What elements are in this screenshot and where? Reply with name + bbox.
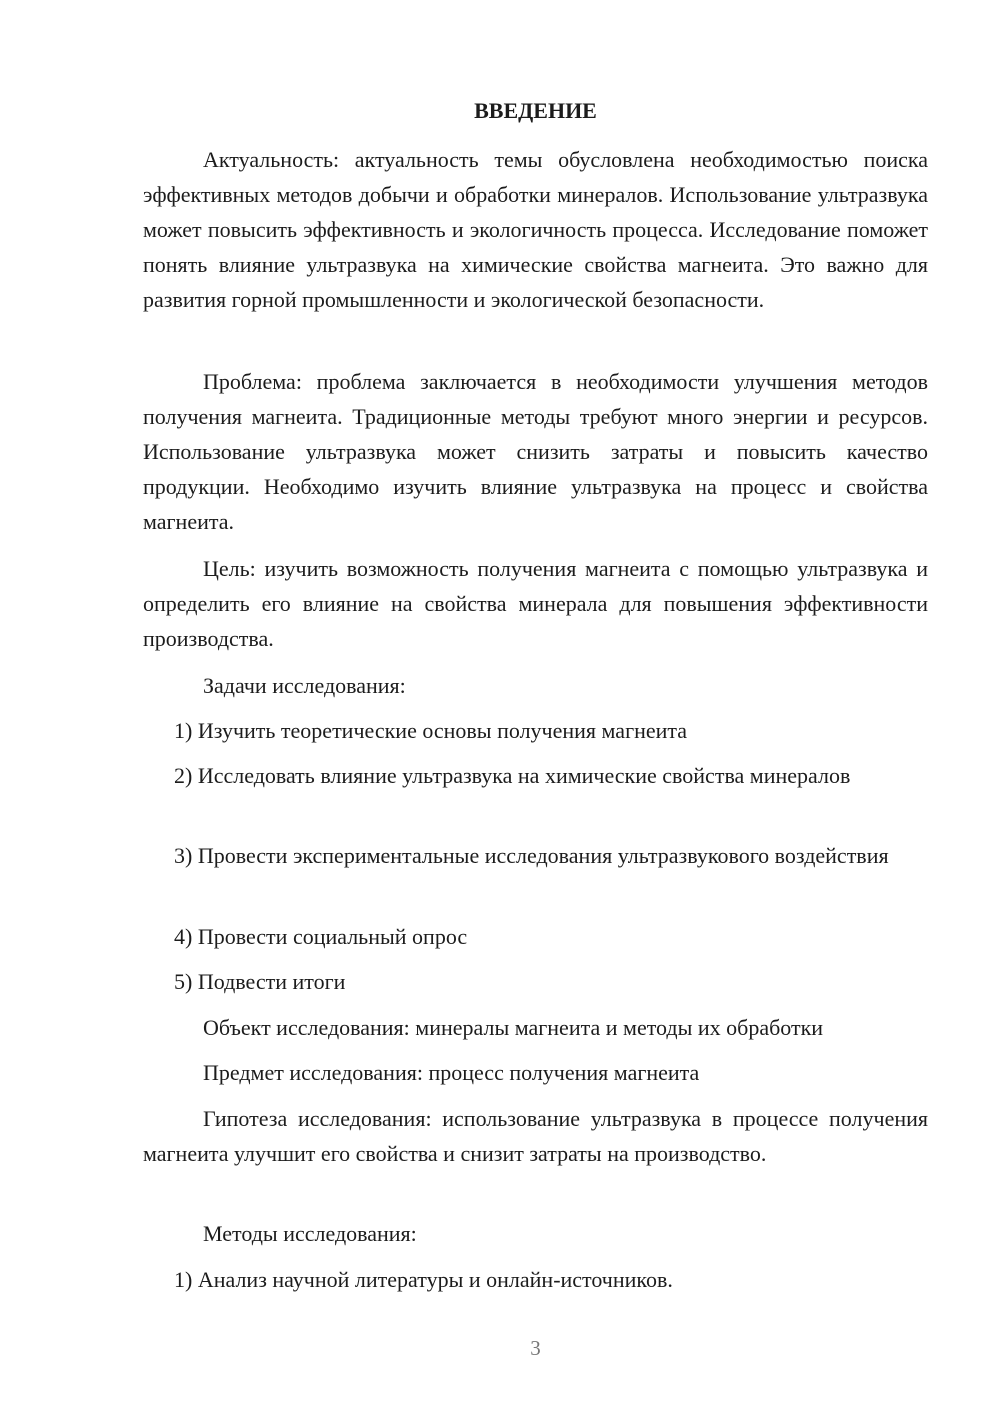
page-title: ВВЕДЕНИЕ [474,98,597,123]
paragraph-hypothesis: Гипотеза исследования: использование ультразвука в процессе получения магнеита улучшит его свойства и снизит затраты на производство. [143,1106,928,1166]
paragraph-problem: Проблема: проблема заключается в необходимости улучшения методов получения магнеита. Традиционные методы требуют много энергии и ресурсов. Использование ультразвука может снизить затраты и повысить качество продукции. Необходимо изучить влияние ультразвука на процесс и свойства магнеита. [143,369,928,534]
paragraph-tasks-heading: Задачи исследования: [203,673,406,698]
paragraph-object: Объект исследования: минералы магнеита и методы их обработки [203,1015,824,1040]
list-item-task-5: 5) Подвести итоги [174,969,346,994]
list-item-method-1: 1) Анализ научной литературы и онлайн-источников. [174,1267,673,1292]
list-item-task-3: 3) Провести экспериментальные исследования ультразвукового воздействия [174,843,889,868]
page-number: 3 [530,1336,541,1360]
paragraph-methods-heading: Методы исследования: [203,1221,417,1246]
document-page [143,0,928,1414]
paragraph-goal: Цель: изучить возможность получения магнеита с помощью ультразвука и определить его влияние на свойства минерала для повышения эффективности производства. [143,556,928,651]
list-item-task-1: 1) Изучить теоретические основы получения магнеита [174,718,688,743]
paragraph-subject: Предмет исследования: процесс получения магнеита [203,1060,700,1085]
paragraph-relevance: Актуальность: актуальность темы обусловлена необходимостью поиска эффективных методов добычи и обработки минералов. Использование ультразвука может повысить эффективность и экологичность процесса. Исследование поможет понять влияние ультразвука на химические свойства магнеита. Это важно для развития горной промышленности и экологической безопасности. [143,147,928,312]
list-item-task-2: 2) Исследовать влияние ультразвука на химические свойства минералов [174,763,851,788]
list-item-task-4: 4) Провести социальный опрос [174,924,468,949]
